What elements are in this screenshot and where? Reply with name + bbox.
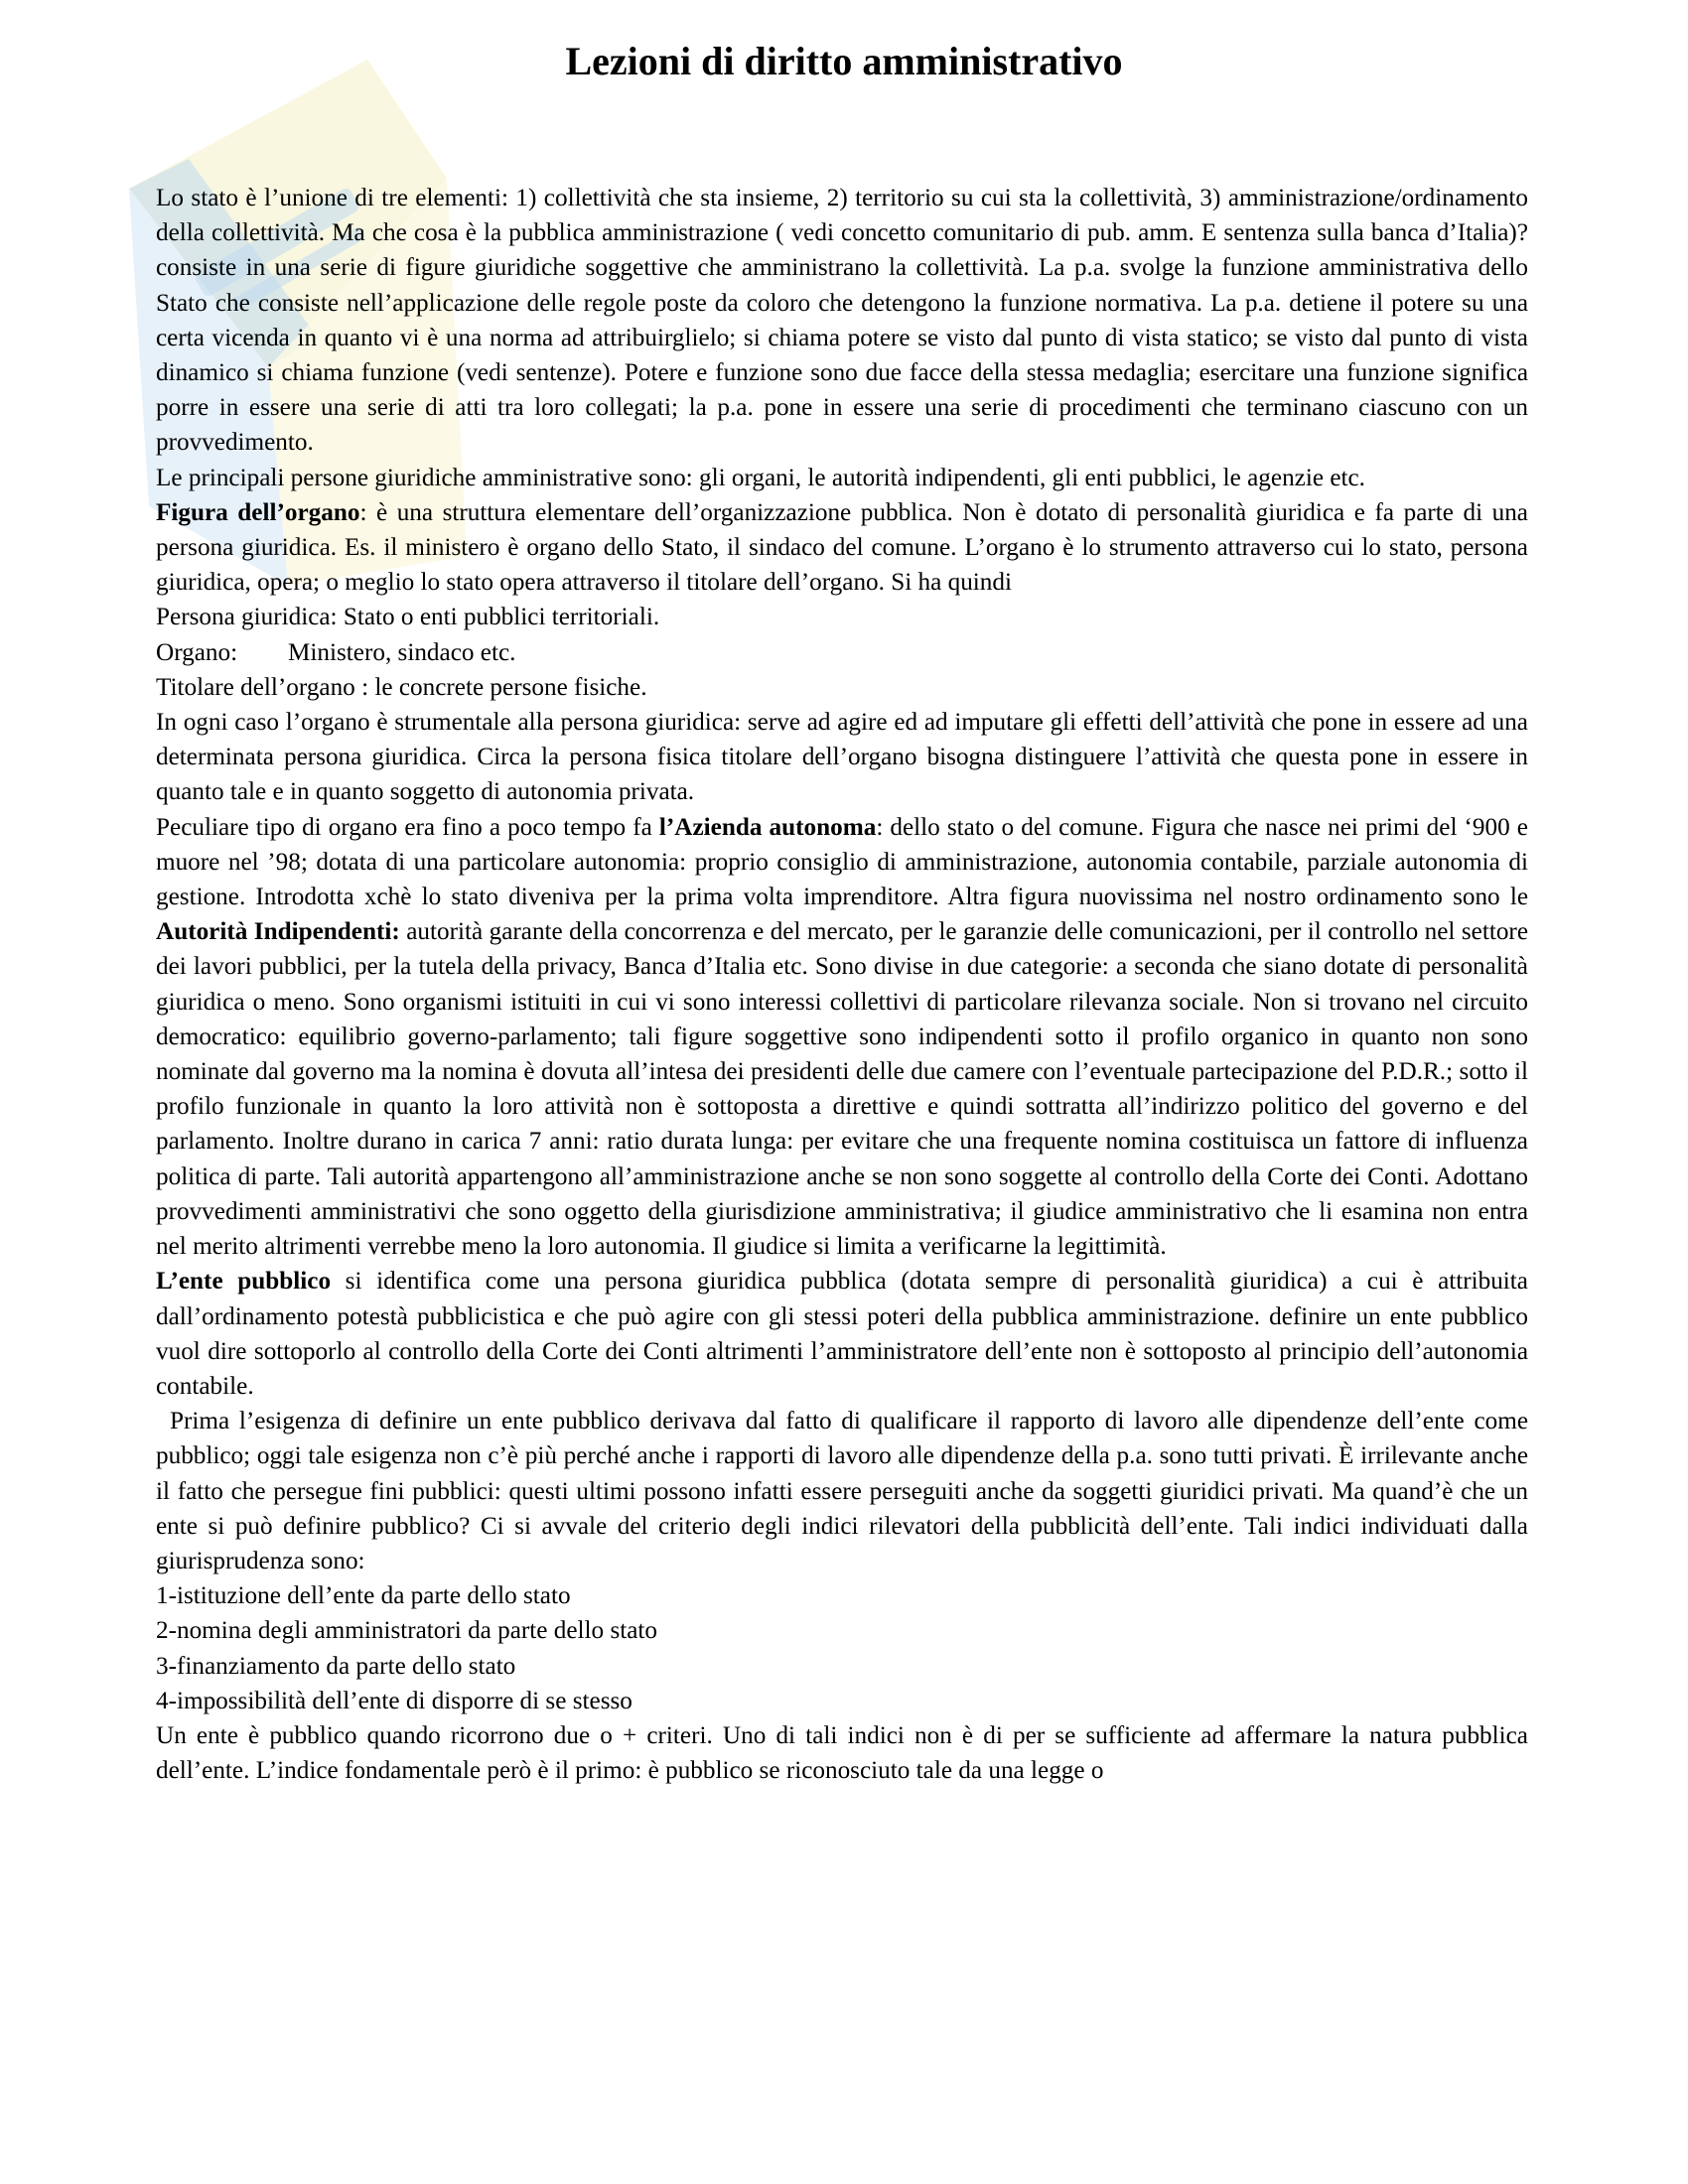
paragraph-text: si identifica come una persona giuridica pubblica (dotata sempre di personalità giuridica) a cui è attribuita dall’ordinamento potestà pubblicistica e che può agire con gli stessi poteri della pubblica amministrazione. definire un ente pubblico vuol dire sottoporlo al controllo della Corte dei Conti altrimenti l’amministratore dell’ente non è sottoposto al principio dell’autonomia contabile. xyxy=(156,1268,1528,1400)
paragraph-text: autorità garante della concorrenza e del mercato, per le garanzie delle comunicazioni, per il controllo nel settore dei lavori pubblici, per la tutela della privacy, Banca d’Italia etc. Sono divise in due categorie: a seconda che siano dotate di personalità giuridica o meno. Sono organismi istituiti in cui vi sono interessi collettivi di particolare rilevanza sociale. Non si trovano nel circuito democratico: equilibrio governo-parlamento; tali figure soggettive sono indipendenti sotto il profilo organico in quanto non sono nominate dal governo ma la nomina è dovuta all’intesa dei presidenti delle due camere con l’eventuale partecipazione del P.D.R.; sotto il profilo funzionale in quanto la loro attività non è sottoposta a direttive e quindi sottratta all’indirizzo politico del governo e del parlamento. Inoltre durano in carica 7 anni: ratio durata lunga: per evitare che una frequente nomina costituisca un fattore di influenza politica di parte. Tali autorità appartengono all’amministrazione anche se non sono soggette al controllo della Corte dei Conti. Adottano provvedimenti amministrativi che sono oggetto della giurisdizione amministrativa; il giudice amministrativo che li esamina non entra nel merito altrimenti verrebbe meno la loro autonomia. Il giudice si limita a verificarne la legittimità. xyxy=(156,918,1528,1261)
paragraph xyxy=(156,181,1528,461)
paragraph xyxy=(156,705,1528,810)
section-heading-organo: Figura dell’organo xyxy=(156,498,360,526)
list-item-text: 3-finanziamento da parte dello stato xyxy=(156,1652,516,1680)
paragraph-text: In ogni caso l’organo è strumentale alla persona giuridica: serve ad agire ed ad imputare gli effetti dell’attività che pone in essere ad una determinata persona giuridica. Circa la persona fisica titolare dell’organo bisogna distinguere l’attività che questa pone in essere in quanto tale e in quanto soggetto di autonomia privata. xyxy=(156,709,1528,806)
bold-term-azienda: l’Azienda autonoma xyxy=(658,813,877,841)
bold-term-autorita: Autorità Indipendenti: xyxy=(156,918,400,946)
definition-line xyxy=(156,670,1528,705)
paragraph xyxy=(156,461,1528,495)
definition-line xyxy=(156,635,1528,670)
paragraph-text: Lo stato è l’unione di tre elementi: 1) collettività che sta insieme, 2) territorio su cui sta la collettività, 3) amministrazione/ordinamento della collettività. Ma che cosa è la pubblica amministrazione ( vedi concetto comunitario di pub. amm. E sentenza sulla banca d’Italia)? consiste in una serie di figure giuridiche soggettive che amministrano la collettività. La p.a. svolge la funzione amministrativa dello Stato che consiste nell’applicazione delle regole poste da coloro che detengono la funzione normativa. La p.a. detiene il potere su una certa vicenda in quanto vi è una norma ad attribuirglielo; si chiama potere se visto dal punto di vista statico; se visto dal punto di vista dinamico si chiama funzione (vedi sentenze). Potere e funzione sono due facce della stessa medaglia; esercitare una funzione significa porre in essere una serie di atti tra loro collegati; la p.a. pone in essere una serie di procedimenti che terminano ciascuno con un provvedimento. xyxy=(156,185,1528,457)
line-text: Ministero, sindaco etc. xyxy=(288,638,516,666)
list-item-text: 1-istituzione dell’ente da parte dello stato xyxy=(156,1582,571,1610)
list-item xyxy=(156,1613,1528,1648)
paragraph xyxy=(156,1718,1528,1788)
line-text: Persona giuridica: Stato o enti pubblici territoriali. xyxy=(156,604,660,631)
line-text: Titolare dell’organo : le concrete persone fisiche. xyxy=(156,673,647,701)
list-item xyxy=(156,1578,1528,1613)
paragraph-text: : è una struttura elementare dell’organizzazione pubblica. Non è dotato di personalità giuridica e fa parte di una persona giuridica. Es. il ministero è organo dello Stato, il sindaco del comune. L’organo è lo strumento attraverso cui lo stato, persona giuridica, opera; o meglio lo stato opera attraverso il titolare dell’organo. Si ha quindi xyxy=(156,498,1528,597)
paragraph-text: Prima l’esigenza di definire un ente pubblico derivava dal fatto di qualificare il rapporto di lavoro alle dipendenze dell’ente come pubblico; oggi tale esigenza non c’è più perché anche i rapporti di lavoro alle dipendenze della p.a. sono tutti privati. È irrilevante anche il fatto che persegue fini pubblici: questi ultimi possono infatti essere perseguiti anche da soggetti giuridici privati. Ma quand’è che un ente si può definire pubblico? Ci si avvale del criterio degli indici rilevatori della pubblicità dell’ente. Tali indici individuati dalla giurisprudenza sono: xyxy=(156,1408,1528,1574)
paragraph xyxy=(156,1404,1528,1578)
document-body xyxy=(156,181,1528,1788)
line-label: Organo: xyxy=(156,638,238,666)
bold-term-ente: L’ente pubblico xyxy=(156,1268,332,1296)
paragraph-text: : dello stato o del comune. Figura che nasce nei primi del ‘900 e muore nel ’98; dotata di una particolare autonomia: proprio consiglio di amministrazione, autonomia contabile, parziale autonomia di gestione. Introdotta xchè lo stato diveniva per la prima volta imprenditore. Altra figura nuovissima nel nostro ordinamento sono le xyxy=(156,813,1528,911)
paragraph-text: Le principali persone giuridiche amministrative sono: gli organi, le autorità indipendenti, gli enti pubblici, le agenzie etc. xyxy=(156,464,1365,491)
list-item xyxy=(156,1684,1528,1718)
paragraph xyxy=(156,810,1528,1265)
page-title: Lezioni di diritto amministrativo xyxy=(565,39,1123,83)
paragraph xyxy=(156,495,1528,601)
paragraph-text: Peculiare tipo di organo era fino a poco tempo fa xyxy=(156,813,659,841)
paragraph xyxy=(156,1264,1528,1404)
definition-line xyxy=(156,600,1528,634)
paragraph-text: Un ente è pubblico quando ricorrono due o + criteri. Uno di tali indici non è di per se sufficiente ad affermare la natura pubblica dell’ente. L’indice fondamentale però è il primo: è pubblico se riconosciuto tale da una legge o xyxy=(156,1721,1528,1785)
list-item xyxy=(156,1649,1528,1684)
list-item-text: 2-nomina degli amministratori da parte dello stato xyxy=(156,1617,658,1645)
list-item-text: 4-impossibilità dell’ente di disporre di se stesso xyxy=(156,1687,633,1714)
